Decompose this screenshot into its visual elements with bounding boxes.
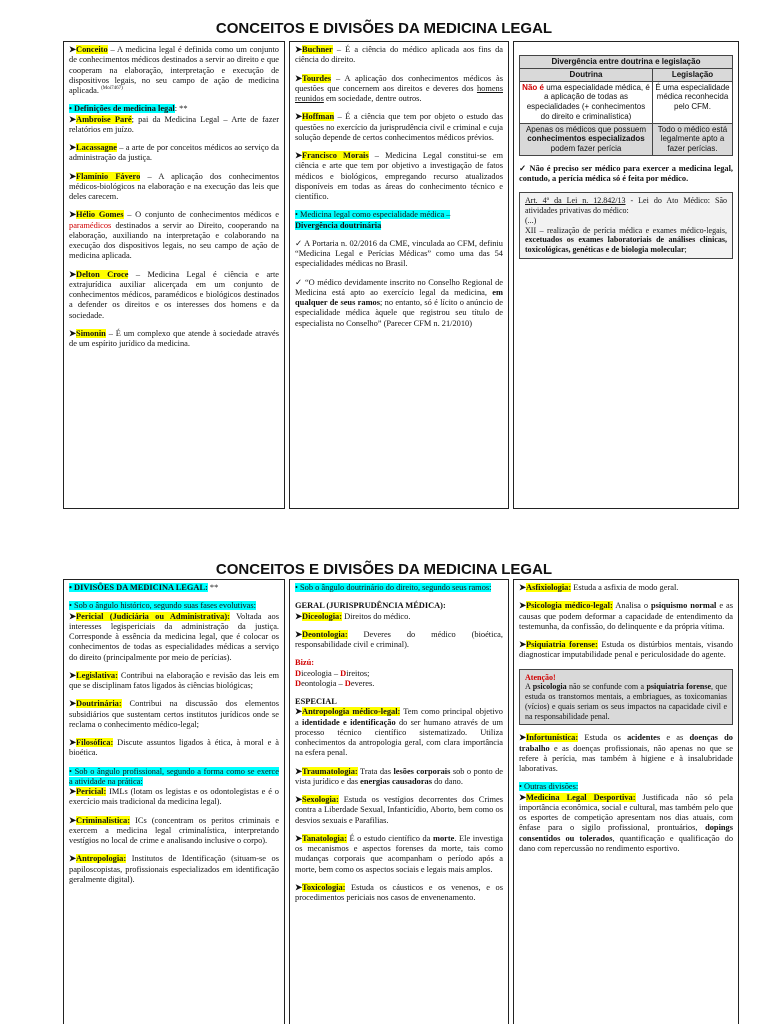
- arrow-icon: ➤: [69, 699, 77, 709]
- arrow-icon: ➤: [519, 733, 527, 743]
- arrow-icon: ➤: [69, 611, 77, 621]
- arrow-icon: ➤: [295, 707, 303, 717]
- arrow-icon: ➤: [295, 882, 303, 892]
- law-quote-box: Art. 4º da Lei n. 12.842/13 - Lei do Ato Médico: São atividades privativas do médico: (...) XII – realização de perícia médica e exames médico-legais, excetuados os exames laboratoriais de análises clínicas, toxicológicas, genéticas e de biologia molecular;: [519, 192, 733, 259]
- arrow-icon: ➤: [69, 787, 77, 796]
- arrow-icon: ➤: [519, 583, 527, 592]
- column-divergence: Divergência entre doutrina e legislação Doutrina Legislação Não é uma especialidade médica, é a aplicação de todas as especialidades (+ conhecimentos do direito e criminalística) É uma especialidade médica reconhecida pelo CFM. Apenas os médicos que possuem conhecimentos especializados podem fazer perícia Todo o médico está legalmente apto a fazer perícias. ✓ Não é preciso ser médico para exercer a medicina legal, contudo, a perícia médica só é feita por médico. Art. 4º da Lei n. 12.842/13 - Lei do Ato Médico: São atividades privativas do médico: (...) XII – realização de perícia médica e exames médico-legais, excetuados os exames laboratoriais de análises clínicas, toxicológicas, genéticas e de biologia molecular;: [513, 41, 739, 509]
- column-historical-divisions: • DIVISÕES DA MEDICINA LEGAL: ** • Sob o ângulo histórico, segundo suas fases evolutivas: ➤Pericial (Judiciária ou Administrativa): Voltada aos interesses legispericiais da administração da justiça. Corresponde à essência da medicina legal, que é colocar os conhecimentos de todas as especialidades médicas a serviço do direito (principalmente por meio de perícias). ➤Legislativa: Contribui na elaboração e revisão das leis em que se disciplinam fatos ligados às ciências biológicas; ➤Doutrinária: Contribui na discussão dos elementos subsidiários que sustentam certos institutos jurídicos onde se reclama o conhecimento médico-legal; ➤Filosófica: Discute assuntos ligados à ética, à moral e à bioética. • Sob o ângulo profissional, segundo a forma como se exerce a atividade na prática: ➤Pericial: IMLs (lotam os legistas e os odontolegistas e é o exercício mais tradicional da medicina legal). ➤Criminalística: ICs (concentram os peritos criminais e exercem a medicina legal criminalística, interpretando vestígios no local de crime e analisando inclusive o corpo). ➤Antropologia: Institutos de Identificação (situam-se os papiloscopistas, profissionais especializados em identificação geralmente digital).: [63, 579, 285, 1024]
- arrow-icon: ➤: [69, 114, 77, 124]
- page-title: CONCEITOS E DIVISÕES DA MEDICINA LEGAL: [215, 20, 553, 37]
- arrow-icon: ➤: [69, 670, 77, 680]
- arrow-icon: ➤: [69, 328, 77, 338]
- divergence-table: Divergência entre doutrina e legislação Doutrina Legislação Não é uma especialidade médica, é a aplicação de todas as especialidades (+ conhecimentos do direito e criminalística) É uma especialidade médica reconhecida pelo CFM. Apenas os médicos que possuem conhecimentos especializados podem fazer perícia Todo o médico está legalmente apto a fazer perícias.: [519, 55, 733, 156]
- arrow-icon: ➤: [295, 795, 303, 804]
- arrow-icon: ➤: [295, 766, 303, 776]
- arrow-icon: ➤: [69, 210, 77, 220]
- column-definitions: ➤Buchner – É a ciência do médico aplicada aos fins da ciência do direito. ➤Tourdes – A aplicação dos conhecimentos médicos às questões que concernem aos direitos e deveres dos homens reunidos em sociedade, dentre outros. ➤Hoffman – É a ciência que tem por objeto o estudo das questões no exercício da jurisprudência civil e criminal e cuja solução depende de certos conhecimentos médicos prévios. ➤Francisco Morais – Medicina Legal constitui-se em ciência e arte que tem por objetivo a investigação de fatos médicos e biológicos, empregando recurso atualizados disponíveis em todas as áreas do conhecimento técnico e científico. • Medicina legal como especialidade médica – Divergência doutrinária ✓ A Portaria n. 02/2016 da CME, vinculada ao CFM, definiu “Medicina Legal e Perícias Médicas” como uma das 54 especialidades médicas no Brasil. ✓ “O médico devidamente inscrito no Conselho Regional de Medicina está apto ao exercício legal da medicina, em qualquer de seus ramos; no entanto, só é lícito o anúncio de especialidade médica àquele que registrou seu título de especialista no Conselho” (Parecer CFM n. 21/2010): [289, 41, 509, 509]
- arrow-icon: ➤: [69, 854, 77, 864]
- arrow-icon: ➤: [295, 73, 303, 83]
- arrow-icon: ➤: [69, 171, 77, 181]
- arrow-icon: ➤: [519, 640, 527, 649]
- column-special-divisions: ➤Asfixiologia: Estuda a asfixia de modo geral. ➤Psicologia médico-legal: Analisa o psiquismo normal e as causas que podem deformar a capacidade de entendimento da testemunha, da confissão, do delinquente e da própria vítima. ➤Psiquiatria forense: Estuda os distúrbios mentais, visando diagnosticar imputabilidade penal e periculosidade do agente. Atenção! A psicologia não se confunde com a psiquiatria forense, que estuda os transtornos mentais, a embriagues, as toxicomanias (vícios) e quais seriam os seus impactos na capacidade civil e na responsabilidade penal. ➤Infortunística: Estuda os acidentes e as doenças do trabalho e as doenças profissionais, não apenas no que se refere à perícia, mas também à higiene e à insalubridade laborativas. • Outras divisões: ➤Medicina Legal Desportiva: Justificada não só pela importância econômica, social e cultural, mas também pelo que os esportes de competição apresentam nos dias atuais, com ênfase para o sigilo profissional, prontuários, dopings consentidos ou tolerados, quantificação e qualificação do dano com repercussão no rendimento esportivo.: [513, 579, 739, 1024]
- arrow-icon: ➤: [295, 151, 303, 160]
- column-doctrinal-divisions: • Sob o ângulo doutrinário do direito, segundo seus ramos: GERAL (JURISPRUDÊNCIA MÉDICA): ➤Diceologia: Direitos do médico. ➤Deontologia: Deveres do médico (bioética, responsabilidade civil e criminal). Bizú: Diceologia – Direitos; Deontologia – Deveres. ESPECIAL ➤Antropologia médico-legal: Tem como principal objetivo a identidade e identificação do ser humano através de um processo técnico científico sistematizado. Utiliza conhecimentos da antropologia geral, com clara importância na esfera penal. ➤Traumatologia: Trata das lesões corporais sob o ponto de vista jurídico e das energias causadoras do dano. ➤Sexologia: Estuda os vestígios decorrentes dos Crimes contra a Liberdade Sexual, Infanticídio, Aborto, bem como os desvios sexuais e Parafilias. ➤Tanatologia: É o estudo científico da morte. Ele investiga os mecanismos e aspectos forenses da morte, tais como mudanças corporais que acompanham o período após a morte, bem como os aspectos sociais e legais mais amplos. ➤Toxicologia: Estuda os cáusticos e os venenos, e os procedimentos periciais nos casos de envenenamento.: [289, 579, 509, 1024]
- attention-box: Atenção! A psicologia não se confunde com a psiquiatria forense, que estuda os transtornos mentais, a embriagues, as toxicomanias (vícios) e quais seriam os seus impactos na capacidade civil e na responsabilidade penal.: [519, 669, 733, 726]
- column-concepts: ➤Conceito – A medicina legal é definida como um conjunto de conhecimentos médicos destinados a servir ao direito e que cooperam na elaboração, interpretação e execução de dispositivos legais, no seu campo de ação de medicina aplicada. $^{(Moi7467)}$ • Definições de medicina legal: ** ➤Ambroise Paré; pai da Medicina Legal – Arte de fazer relatórios em juízo. ➤Lacassagne – a arte de por conceitos médicos ao serviço da administração da justiça. ➤Flamínio Fávero – A aplicação dos conhecimentos médicos-biológicos na elaboração e na execução das leis que deles carecem. ➤Hélio Gomes – O conjunto de conhecimentos médicos e paramédicos destinados a servir ao Direito, cooperando na elaboração, auxiliando na interpretação e colaborando na execução dos dispositivos legais, no seu campo de ação de medicina aplicada. ➤Delton Croce – Medicina Legal é ciência e arte extrajurídica auxiliar alicerçada em um conjunto de conhecimentos médicos, paramédicos e biológicos destinados a defender os direitos e os interesses dos homens e da sociedade. ➤Simonin – É um complexo que atende à sociedade através de um espírito jurídico da medicina.: [63, 41, 285, 509]
- page-title: CONCEITOS E DIVISÕES DA MEDICINA LEGAL: [215, 561, 553, 578]
- arrow-icon: ➤: [295, 833, 303, 843]
- arrow-icon: ➤: [519, 601, 527, 611]
- arrow-icon: ➤: [295, 611, 303, 621]
- arrow-icon: ➤: [69, 738, 77, 747]
- arrow-icon: ➤: [69, 269, 77, 279]
- arrow-icon: ➤: [295, 629, 303, 639]
- arrow-icon: ➤: [295, 112, 303, 122]
- arrow-icon: ➤: [69, 143, 77, 152]
- arrow-icon: ➤: [69, 815, 77, 825]
- arrow-icon: ➤: [519, 792, 527, 802]
- arrow-icon: ➤: [295, 45, 303, 54]
- arrow-icon: ➤: [69, 45, 77, 54]
